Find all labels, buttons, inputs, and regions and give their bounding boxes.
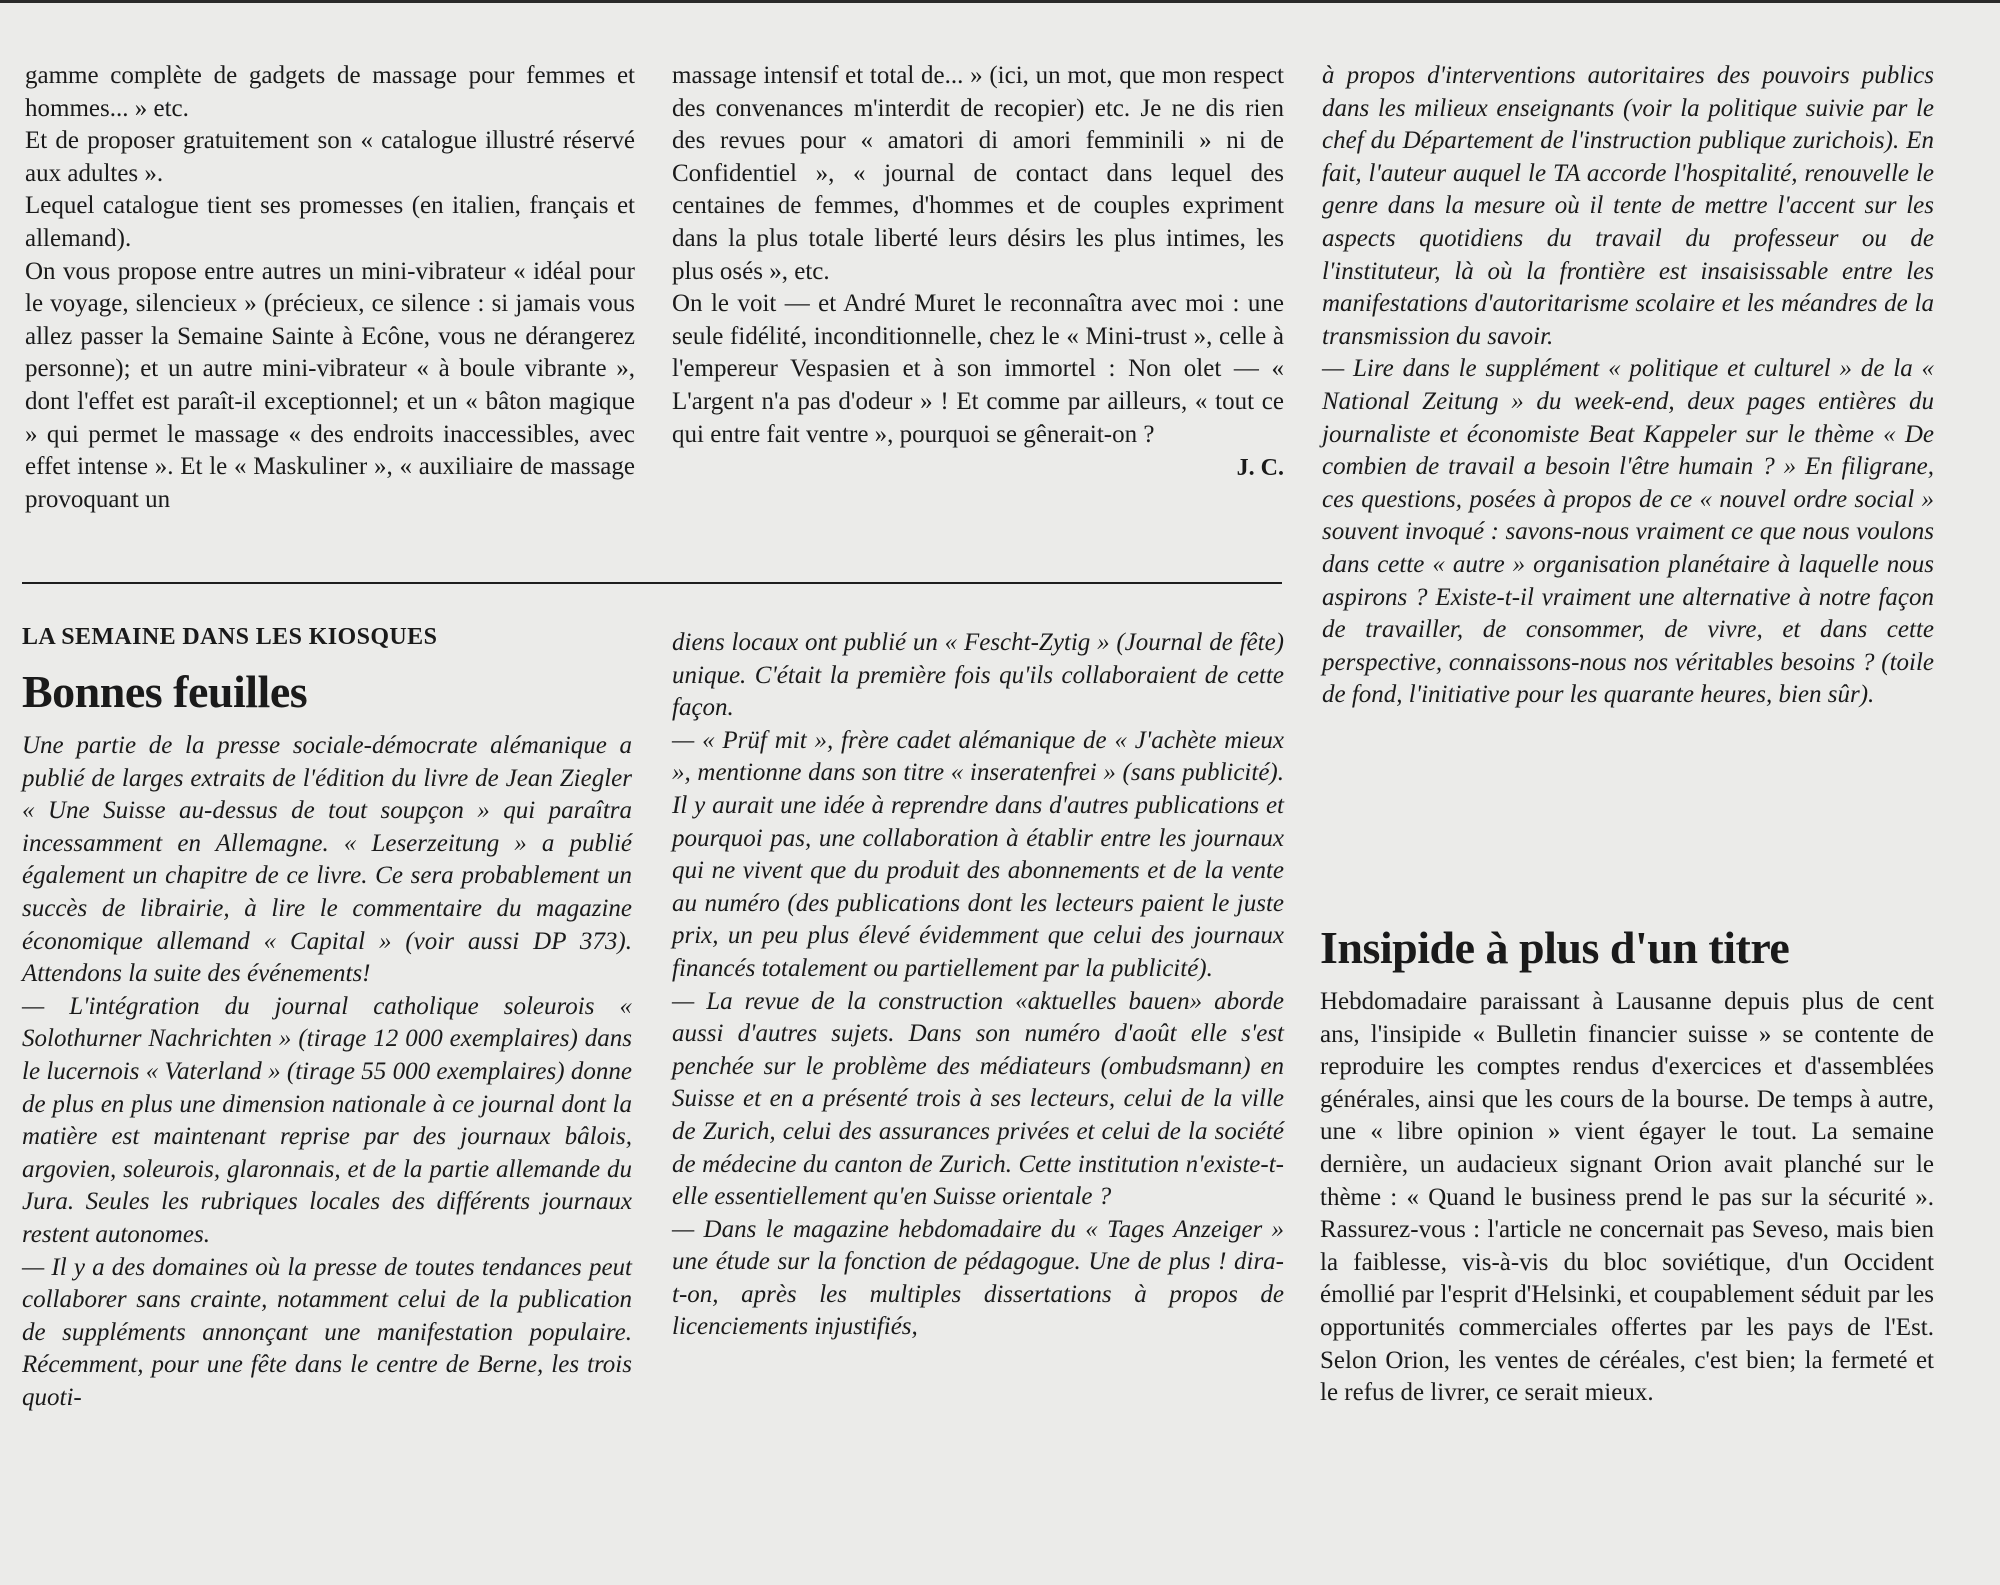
paragraph: Lequel catalogue tient ses promesses (en italien, français et allemand).	[25, 192, 635, 252]
paragraph: massage intensif et total de... » (ici, un mot, que mon respect des convenances m'interdit de recopier) etc. Je ne dis rien des revues pour « amatori di amori femminili » ni de Confidentiel », « journal de contact dans lequel des centaines de femmes, d'hommes et de couples expriment dans la plus totale liberté leurs désirs les plus intimes, les plus osés », etc.	[672, 62, 1284, 285]
kiosques-col-1	[22, 622, 632, 1414]
paragraph: Hebdomadaire paraissant à Lausanne depuis plus de cent ans, l'insipide « Bulletin financier suisse » se contente de reproduire les comptes rendus d'exercices et d'assemblées générales, ainsi que les cours de la bourse. De temps à autre, une « libre opinion » vient égayer le tout. La semaine dernière, un audacieux signant Orion avait planché sur le thème : « Quand le business prend le pas sur la sécurité ». Rassurez-vous : l'article ne concernait pas Seveso, mais bien la faiblesse, vis-à-vis du bloc soviétique, d'un Occident émollié par l'esprit d'Helsinki, et coupablement séduit par les opportunités commerciales offertes par les pays de l'Est. Selon Orion, les ventes de céréales, c'est bien; la fermeté et le refus de livrer, ce serait mieux.	[1320, 988, 1934, 1407]
article-title: Insipide à plus d'un titre	[1320, 922, 1790, 973]
paragraph: gamme complète de gadgets de massage pour femmes et hommes... » etc.	[25, 62, 635, 122]
paragraph: — Lire dans le supplément « politique et culturel » de la « National Zeitung » du week-end, deux pages entières du journaliste et économiste Beat Kappeler sur le thème « De combien de travail a besoin l'être humain ? » En filigrane, ces questions, posées à propos de ce « nouvel ordre social » souvent invoqué : savons-nous vraiment ce que nous voulons dans cette « autre » organisation planétaire à laquelle nous aspirons ? Existe-t-il vraiment une alternative à notre façon de travailler, de consommer, de vivre, et dans cette perspective, connaissons-nous nos véritables besoins ? (toile de fond, l'initiative pour les quarante heures, bien sûr).	[1322, 355, 1934, 709]
paragraph: à propos d'interventions autoritaires des pouvoirs publics dans les milieux enseignants (voir la politique suivie par le chef du Département de l'instruction publique zurichois). En fait, l'auteur auquel le TA accorde l'hospitalité, renouvelle le genre dans la mesure où il tente de mettre l'accent sur les aspects quotidiens du travail du professeur ou de l'instituteur, là où la frontière est insaisissable entre les manifestations d'autoritarisme scolaire et les méandres de la transmission du savoir.	[1322, 62, 1934, 350]
kiosques-col-2	[672, 627, 1284, 1344]
paragraph: On le voit — et André Muret le reconnaîtra avec moi : une seule fidélité, inconditionnelle, chez le « Mini-trust », celle à l'empereur Vespasien et à son immortel : Non olet — « L'argent n'a pas d'odeur » ! Et comme par ailleurs, « tout ce qui entre fait ventre », pourquoi se gênerait-on ?	[672, 290, 1284, 448]
section-kicker: LA SEMAINE DANS LES KIOSQUES	[22, 624, 438, 650]
top-article-col-2	[672, 60, 1284, 483]
paragraph: On vous propose entre autres un mini-vibrateur « idéal pour le voyage, silencieux » (précieux, ce silence : si jamais vous allez passer la Semaine Sainte à Ecône, vous ne dérangerez personne); et un autre mini-vibrateur « à boule vibrante », dont l'effet est paraît-il exceptionnel; et un « bâton magique » qui permet le massage « des endroits inaccessibles, avec effet intense ». Et le « Maskuliner », « auxiliaire de massage provoquant un	[25, 257, 635, 513]
paragraph: — La revue de la construction «aktuelles bauen» aborde aussi d'autres sujets. Dans son numéro d'août elle s'est penchée sur le problème des médiateurs (ombudsmann) en Suisse et en a présenté trois à ses lecteurs, celui de la ville de Zurich, celui des assurances privées et celui de la société de médecine du canton de Zurich. Cette institution n'existe-t-elle essentiellement qu'en Suisse orientale ?	[672, 987, 1284, 1211]
paragraph: Une partie de la presse sociale-démocrate alémanique a publié de larges extraits de l'édition du livre de Jean Ziegler « Une Suisse au-dessus de tout soupçon » qui paraîtra incessamment en Allemagne. « Leserzeitung » a publié également un chapitre de ce livre. Ce sera probablement un succès de librairie, à lire le commentaire du magazine économique allemand « Capital » (voir aussi DP 373). Attendons la suite des événements!	[22, 732, 632, 988]
paragraph: — « Prüf mit », frère cadet alémanique de « J'achète mieux », mentionne dans son titre « inseratenfrei » (sans publicité). Il y aurait une idée à reprendre dans d'autres publications et pourquoi pas, une collaboration à établir entre les journaux qui ne vivent que du produit des abonnements et de la vente au numéro (des publications dont les lecteurs paient le juste prix, un peu plus élevé évidemment que celui des journaux financés totalement ou partiellement par la publicité).	[672, 726, 1284, 982]
kiosques-col-3	[1322, 60, 1934, 712]
article-title: Bonnes feuilles	[22, 666, 308, 717]
top-rule	[0, 0, 2000, 3]
top-article-col-1	[25, 60, 635, 516]
paragraph: — Dans le magazine hebdomadaire du « Tages Anzeiger » une étude sur la fonction de pédagogue. Une de plus ! dira-t-on, après les multiples dissertations à propos de licenciements injustifiés,	[672, 1215, 1284, 1341]
paragraph: — L'intégration du journal catholique soleurois « Solothurner Nachrichten » (tirage 12 000 exemplaires) dans le lucernois « Vaterland » (tirage 55 000 exemplaires) donne de plus en plus une dimension nationale à ce journal dont la matière est maintenant reprise par des journaux bâlois, argovien, soleurois, glaronnais, et de la partie allemande du Jura. Seules les rubriques locales des différents journaux restent autonomes.	[22, 992, 632, 1248]
insipide-article	[1320, 922, 1934, 1410]
paragraph: Et de proposer gratuitement son « catalogue illustré réservé aux adultes ».	[25, 127, 635, 187]
paragraph: — Il y a des domaines où la presse de toutes tendances peut collaborer sans crainte, notamment celui de la publication de suppléments annonçant une manifestation populaire. Récemment, pour une fête dans le centre de Berne, les trois quoti-	[22, 1253, 632, 1411]
paragraph: diens locaux ont publié un « Fescht-Zytig » (Journal de fête) unique. C'était la première fois qu'ils collaboraient de cette façon.	[672, 629, 1284, 722]
section-divider	[22, 582, 1282, 584]
author-signature: J. C.	[1236, 455, 1284, 482]
